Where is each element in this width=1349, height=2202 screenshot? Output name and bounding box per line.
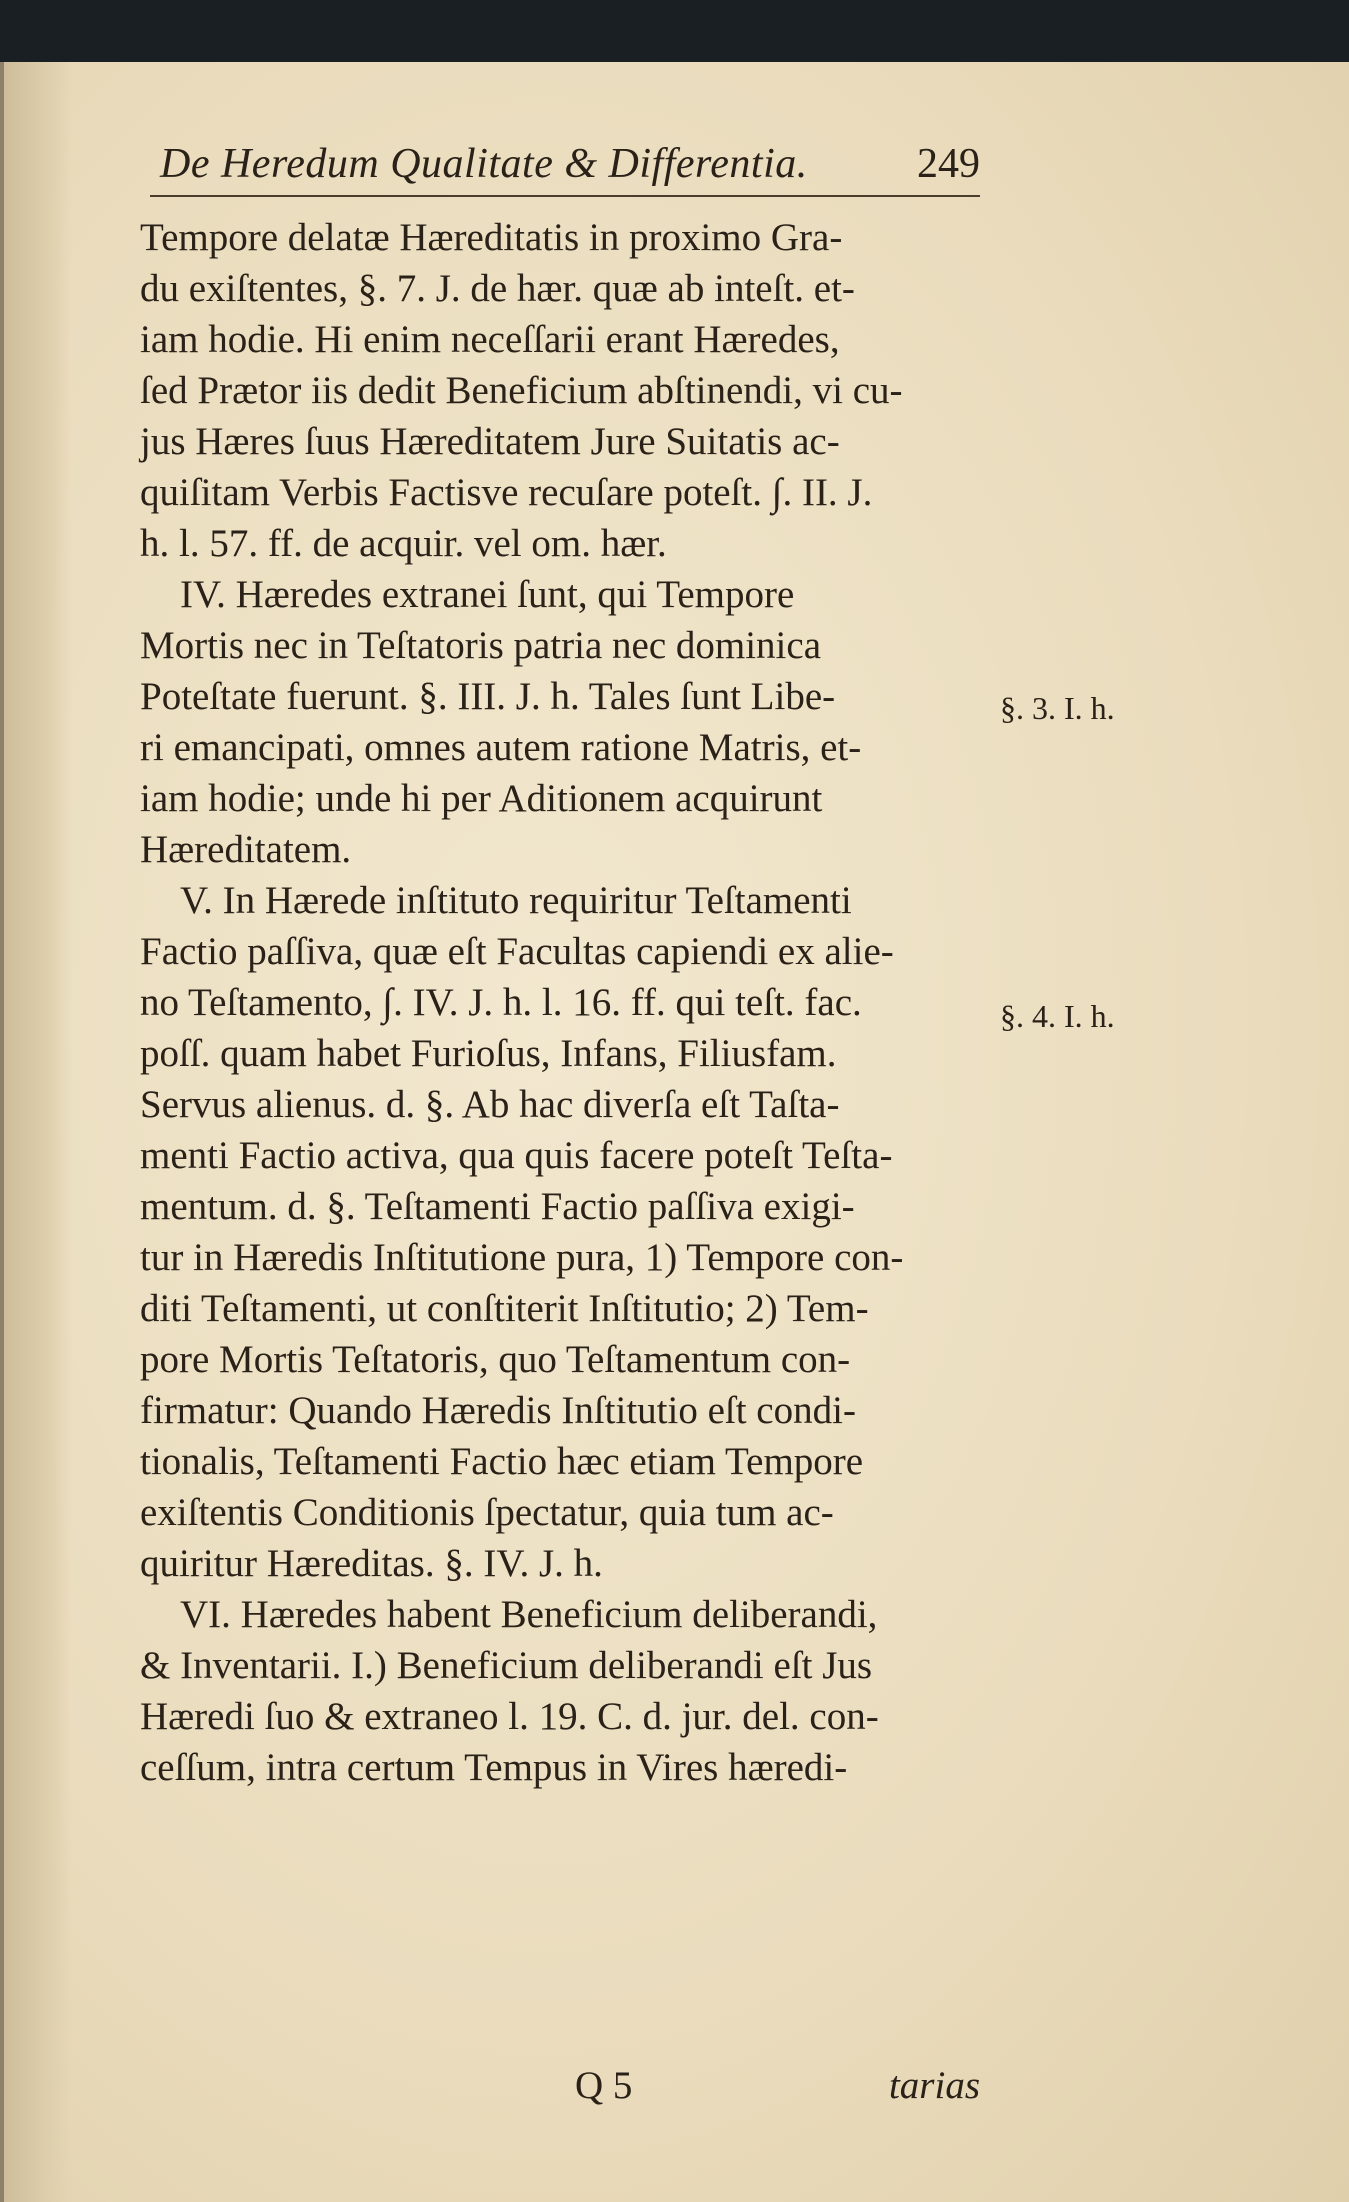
text-line: iam hodie. Hi enim neceſſarii erant Hæredes, xyxy=(140,318,840,361)
text-line: Tempore delatæ Hæreditatis in proximo Gra- xyxy=(140,216,843,259)
text-line: VI. Hæredes habent Beneficium deliberandi, xyxy=(180,1593,878,1636)
header-rule xyxy=(150,195,980,197)
running-head: De Heredum Qualitate & Differentia. xyxy=(160,141,808,187)
signature-mark: Q 5 xyxy=(575,2064,633,2107)
text-line: & Inventarii. I.) Beneficium deliberandi eſt Jus xyxy=(140,1644,873,1687)
text-line: quiritur Hæreditas. §. IV. J. h. xyxy=(140,1542,603,1585)
text-line: no Teſtamento, ∫. IV. J. h. l. 16. ff. qui teſt. fac. xyxy=(140,981,862,1024)
text-line: ri emancipati, omnes autem ratione Matris, et- xyxy=(140,726,862,769)
page-number: 249 xyxy=(917,141,980,187)
body-text xyxy=(140,212,980,1793)
catchword: tarias xyxy=(888,2064,980,2107)
text-line: iam hodie; unde hi per Aditionem acquirunt xyxy=(140,777,823,820)
text-line: IV. Hæredes extranei ſunt, qui Tempore xyxy=(180,573,795,616)
text-line: V. In Hærede inſtituto requiritur Teſtamenti xyxy=(180,879,852,922)
page-gutter xyxy=(0,62,72,2202)
text-line: quiſitam Verbis Factisve recuſare poteſt. ∫. II. J. xyxy=(140,471,873,514)
text-line: Hæreditatem. xyxy=(140,828,352,871)
text-line: ſed Prætor iis dedit Beneficium abſtinendi, vi cu- xyxy=(140,369,903,412)
page-footer xyxy=(140,2063,980,2118)
margin-note: §. 4. I. h. xyxy=(1000,998,1115,1034)
page-header xyxy=(160,140,980,190)
text-line: Mortis nec in Teſtatoris patria nec dominica xyxy=(140,624,822,667)
text-line: poſſ. quam habet Furioſus, Infans, Filiusfam. xyxy=(140,1032,837,1075)
text-line: tionalis, Teſtamenti Factio hæc etiam Tempore xyxy=(140,1440,864,1483)
text-line: jus Hæres ſuus Hæreditatem Jure Suitatis ac- xyxy=(140,420,840,463)
margin-note: §. 3. I. h. xyxy=(1000,690,1115,726)
text-line: du exiſtentes, §. 7. J. de hær. quæ ab inteſt. et- xyxy=(140,267,855,310)
text-line: diti Teſtamenti, ut conſtiterit Inſtitutio; 2) Tem- xyxy=(140,1287,869,1330)
text-line: Hæredi ſuo & extraneo l. 19. C. d. jur. del. con- xyxy=(140,1695,879,1738)
text-line: ceſſum, intra certum Tempus in Vires hæredi- xyxy=(140,1746,848,1789)
text-line: firmatur: Quando Hæredis Inſtitutio eſt condi- xyxy=(140,1389,856,1432)
text-line: mentum. d. §. Teſtamenti Factio paſſiva exigi- xyxy=(140,1185,855,1228)
text-line: menti Factio activa, qua quis facere poteſt Teſta- xyxy=(140,1134,893,1177)
text-line: exiſtentis Conditionis ſpectatur, quia tum ac- xyxy=(140,1491,834,1534)
text-line: tur in Hæredis Inſtitutione pura, 1) Tempore con- xyxy=(140,1236,904,1279)
text-line: Factio paſſiva, quæ eſt Facultas capiendi ex alie- xyxy=(140,930,894,973)
text-line: Poteſtate fuerunt. §. III. J. h. Tales ſunt Libe- xyxy=(140,675,836,718)
text-line: h. l. 57. ff. de acquir. vel om. hær. xyxy=(140,522,667,565)
text-line: Servus alienus. d. §. Ab hac diverſa eſt Taſta- xyxy=(140,1083,840,1126)
text-line: pore Mortis Teſtatoris, quo Teſtamentum con- xyxy=(140,1338,851,1381)
